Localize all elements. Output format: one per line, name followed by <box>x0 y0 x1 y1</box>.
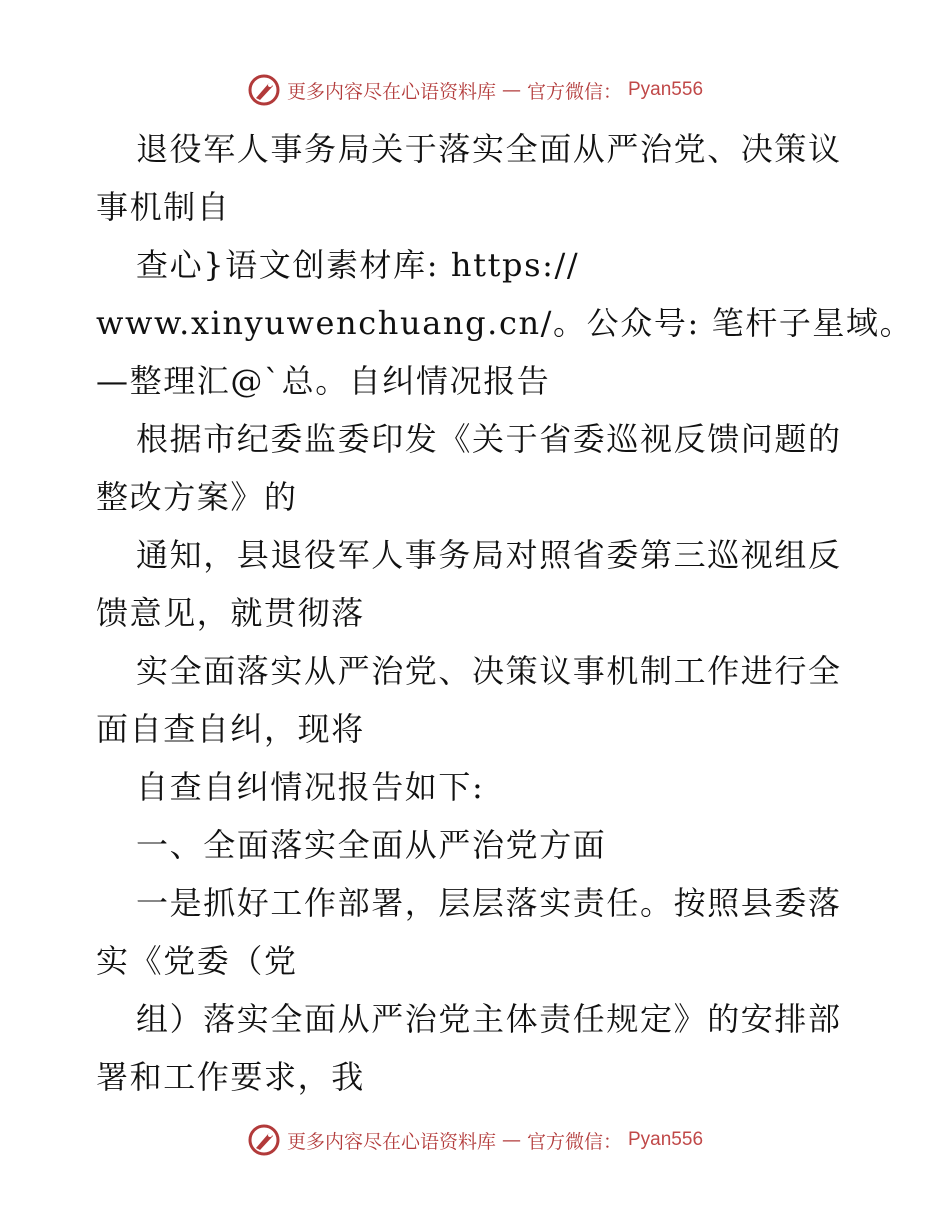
text-line: 整改方案》的 <box>96 478 298 516</box>
text-line: 一是抓好工作部署，层层落实责任。按照县委落 <box>136 884 842 922</box>
header-banner <box>0 70 950 110</box>
footer-wechat-handle: Pyan556 <box>628 1129 704 1150</box>
footer-site-name: 更多内容尽在心语资料库 <box>286 1130 496 1153</box>
text-line: www.xinyuwenchuang.cn/。公众号: 笔杆子星域。 <box>96 304 914 342</box>
pen-logo-icon <box>247 1123 281 1157</box>
header-wechat-handle: Pyan556 <box>628 79 704 100</box>
text-line: 署和工作要求，我 <box>96 1058 365 1096</box>
text-line: 根据市纪委监委印发《关于省委巡视反馈问题的 <box>136 420 842 458</box>
text-line: 面自查自纠，现将 <box>96 710 365 748</box>
text-line: —整理汇@`总。自纠情况报告 <box>96 362 551 400</box>
header-separator: — <box>501 79 521 101</box>
text-line: 组）落实全面从严治党主体责任规定》的安排部 <box>136 1000 842 1038</box>
text-line: 查心}语文创素材库: https:// <box>136 246 580 284</box>
text-line: 事机制自 <box>96 188 231 226</box>
text-line: 馈意见，就贯彻落 <box>96 594 365 632</box>
text-line: 退役军人事务局关于落实全面从严治党、决策议 <box>136 130 842 168</box>
text-line: 通知，县退役军人事务局对照省委第三巡视组反 <box>136 536 842 574</box>
text-line: 自查自纠情况报告如下: <box>136 768 485 806</box>
footer-separator: — <box>501 1129 521 1151</box>
text-line: 实《党委（党 <box>96 942 298 980</box>
document-body <box>96 120 914 1106</box>
pen-logo-icon <box>247 73 281 107</box>
footer-banner <box>0 1120 950 1160</box>
header-site-name: 更多内容尽在心语资料库 <box>286 80 496 103</box>
text-line: 实全面落实从严治党、决策议事机制工作进行全 <box>136 652 842 690</box>
section-heading: 一、全面落实全面从严治党方面 <box>136 826 607 864</box>
header-wechat-label: 官方微信： <box>526 80 622 103</box>
footer-wechat-label: 官方微信： <box>526 1130 622 1153</box>
